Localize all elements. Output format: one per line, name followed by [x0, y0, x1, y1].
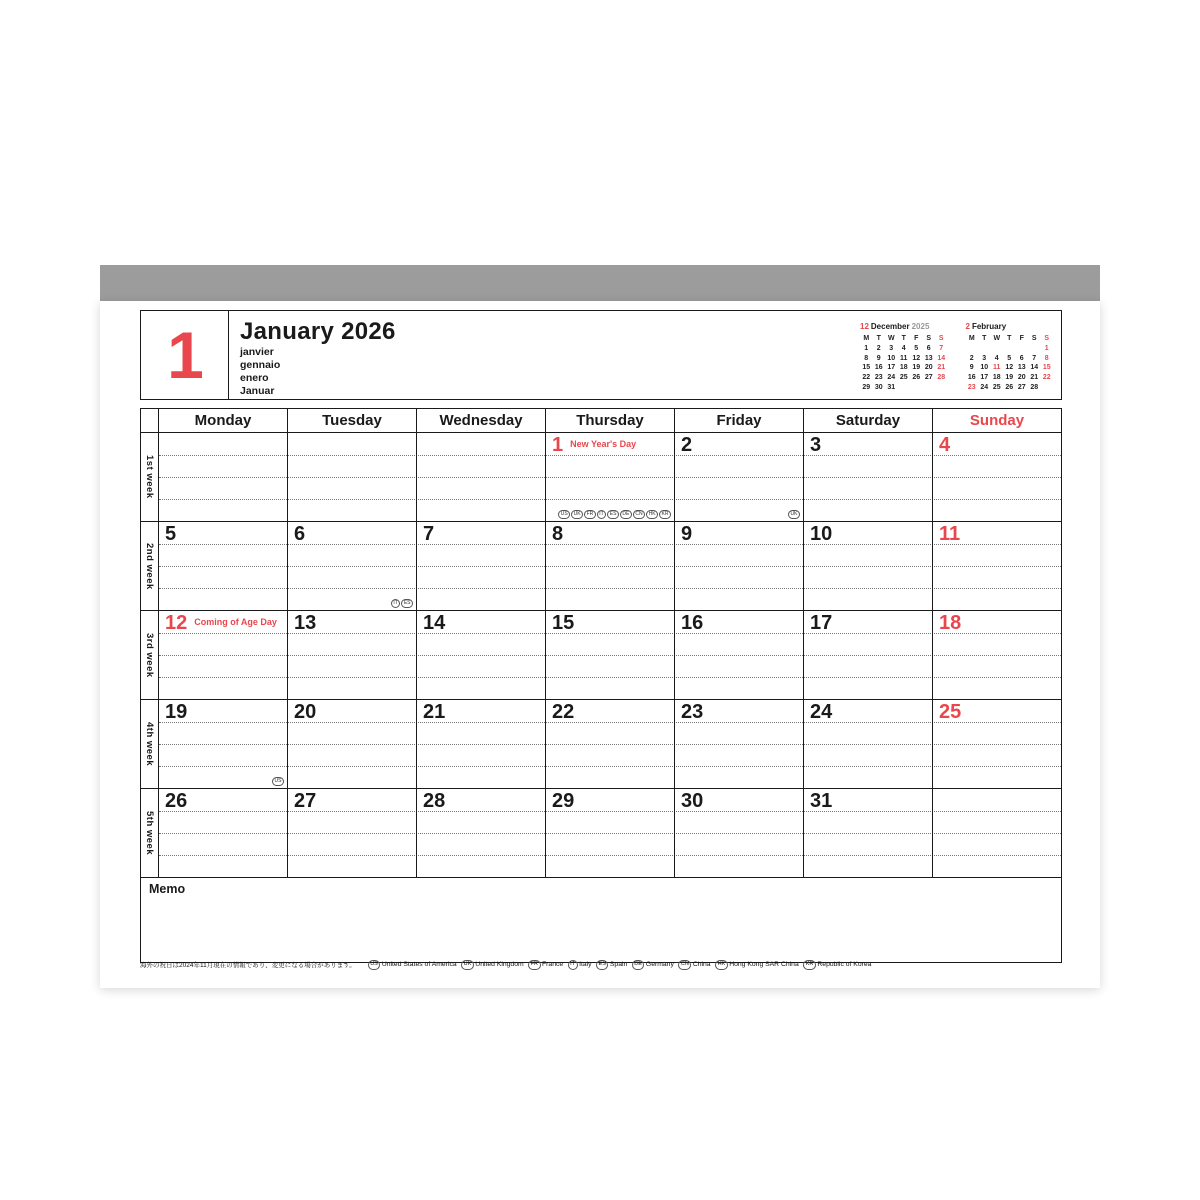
mini-cal-month-name: December — [870, 322, 910, 331]
month-title: January 2026 — [240, 318, 396, 345]
mini-cal-date: 4 — [901, 344, 906, 352]
mini-cal-day-header: W — [887, 335, 895, 342]
legend-item — [596, 960, 627, 970]
month-header — [140, 310, 1062, 400]
mini-cal-date: 1 — [1044, 344, 1049, 352]
date-number: 24 — [810, 701, 833, 723]
legend-country-code: ES — [596, 960, 608, 970]
mini-cal-date: 24 — [887, 374, 896, 382]
day-cell — [417, 700, 546, 788]
week-label: 4th week — [141, 700, 159, 788]
mini-cal-date — [1003, 344, 1016, 354]
mini-cal-day-header: S — [926, 335, 932, 342]
mini-cal-date: 31 — [887, 383, 896, 391]
week-label: 2nd week — [141, 522, 159, 610]
day-cell-header — [417, 433, 545, 434]
week-label: 3rd week — [141, 611, 159, 699]
day-cell-header — [933, 433, 1061, 456]
footer-note: 海外の祝日は2024年11月現在の情報であり、変更になる場合があります。 — [140, 962, 356, 970]
legend-country-name: France — [542, 961, 564, 969]
legend-item — [568, 960, 592, 970]
mini-cal-date: 23 — [874, 374, 883, 382]
day-cell — [288, 433, 417, 521]
legend-country-name: Spain — [609, 961, 628, 969]
mini-cal-date — [935, 383, 948, 393]
day-cell-header — [675, 700, 803, 723]
day-cell — [546, 789, 675, 877]
day-cell-header — [675, 433, 803, 456]
day-cell — [675, 700, 804, 788]
day-cell — [288, 789, 417, 877]
mini-cal-date: 12 — [1005, 364, 1014, 372]
mini-cal-date: 22 — [862, 374, 871, 382]
mini-cal-date: 7 — [939, 344, 944, 352]
memo-label: Memo — [149, 882, 186, 896]
month-translation-it: gennaio — [240, 359, 281, 371]
mini-cal-date: 15 — [1042, 364, 1051, 372]
day-cell-header — [546, 522, 674, 545]
day-cell-header — [933, 611, 1061, 634]
day-cell-header — [159, 433, 287, 434]
day-cell-header — [159, 789, 287, 812]
day-cell — [933, 433, 1061, 521]
day-cell-header — [804, 433, 932, 456]
mini-cal-date: 6 — [1019, 354, 1024, 362]
day-cell-header — [546, 789, 674, 812]
date-number: 25 — [939, 701, 962, 723]
mini-cal-day-header: M — [863, 335, 870, 342]
date-number: 20 — [294, 701, 317, 723]
country-badge-de: DE — [620, 510, 632, 519]
mini-cal-date: 16 — [874, 364, 883, 372]
date-number: 2 — [681, 434, 693, 456]
mini-cal-date: 5 — [914, 344, 919, 352]
day-cell — [933, 611, 1061, 699]
mini-cal-date: 22 — [1042, 374, 1051, 382]
mini-cal-title — [860, 322, 948, 334]
week-row — [141, 789, 1061, 878]
date-number: 31 — [810, 790, 833, 812]
legend-country-code: KR — [803, 960, 816, 970]
holiday-label: New Year's Day — [570, 439, 637, 449]
month-translation-es: enero — [240, 372, 269, 384]
holiday-legend — [368, 960, 876, 970]
date-number: 11 — [939, 523, 961, 545]
day-cell-header — [288, 611, 416, 634]
mini-cal-day-header: T — [982, 335, 987, 342]
country-badge-us: US — [272, 777, 284, 786]
legend-country-code: CN — [678, 960, 691, 970]
mini-cal-date: 5 — [1007, 354, 1012, 362]
day-cell-header — [675, 522, 803, 545]
day-cell-header — [288, 522, 416, 545]
day-cell — [804, 789, 933, 877]
mini-cal-date: 10 — [980, 364, 989, 372]
mini-cal-date: 13 — [924, 354, 933, 362]
mini-cal-date — [898, 383, 911, 393]
date-number: 7 — [423, 523, 435, 545]
date-number: 3 — [810, 434, 822, 456]
date-number: 6 — [294, 523, 306, 545]
mini-cal-date: 11 — [900, 354, 908, 362]
legend-country-name: United Kingdom — [475, 961, 524, 969]
mini-cal-date: 27 — [1017, 383, 1026, 391]
day-cell-header — [417, 789, 545, 812]
date-number: 14 — [423, 612, 446, 634]
holiday-label: Coming of Age Day — [194, 617, 277, 627]
memo-section — [141, 878, 1061, 962]
day-header-friday: Friday — [675, 409, 804, 432]
mini-cal-date: 14 — [1030, 364, 1039, 372]
legend-country-code: US — [368, 960, 381, 970]
week-row — [141, 700, 1061, 789]
mini-cal-date — [923, 383, 936, 393]
day-cell-header — [933, 522, 1061, 545]
day-cell-header — [288, 433, 416, 434]
country-badge-fr: FR — [584, 510, 596, 519]
country-badge-it: IT — [391, 599, 400, 608]
mini-cal-date: 6 — [926, 344, 931, 352]
day-cell-header — [804, 611, 932, 634]
mini-cal-grid — [860, 334, 948, 393]
date-number: 9 — [681, 523, 693, 545]
day-cell — [159, 789, 288, 877]
day-cell — [804, 433, 933, 521]
mini-cal-date: 26 — [1005, 383, 1014, 391]
day-cell — [546, 700, 675, 788]
mini-cal-date: 25 — [899, 374, 908, 382]
legend-country-code: HK — [715, 960, 728, 970]
legend-item — [368, 960, 457, 970]
day-cell — [417, 611, 546, 699]
legend-country-name: Italy — [579, 961, 592, 969]
day-cell — [417, 789, 546, 877]
mini-cal-date: 30 — [874, 383, 883, 391]
date-number: 16 — [681, 612, 704, 634]
day-cell — [675, 433, 804, 521]
legend-country-name: United States of America — [381, 961, 457, 969]
mini-cal-date: 21 — [937, 364, 946, 372]
legend-item — [632, 960, 674, 970]
day-cell-header — [804, 700, 932, 723]
footer — [140, 960, 1062, 970]
mini-cal-date — [991, 344, 1004, 354]
day-cell — [159, 433, 288, 521]
day-cell-header — [417, 522, 545, 545]
date-number: 22 — [552, 701, 575, 723]
month-title-block — [229, 311, 396, 399]
day-cell — [417, 522, 546, 610]
day-cell-header — [288, 700, 416, 723]
week-row — [141, 433, 1061, 522]
mini-cal-date: 27 — [924, 374, 933, 382]
mini-cal-day-header: S — [1044, 335, 1050, 342]
day-cell — [933, 700, 1061, 788]
mini-cal-date: 26 — [912, 374, 921, 382]
day-cell-header — [675, 611, 803, 634]
mini-cal-date: 7 — [1032, 354, 1037, 362]
legend-country-name: Hong Kong SAR China — [729, 961, 799, 969]
date-number: 21 — [423, 701, 446, 723]
legend-country-code: UK — [461, 960, 474, 970]
legend-item — [803, 960, 871, 970]
week-label: 5th week — [141, 789, 159, 877]
date-number: 1 — [552, 434, 564, 456]
day-cell-header — [159, 611, 287, 634]
mini-calendar-february — [966, 322, 1054, 393]
day-cell — [933, 789, 1061, 877]
mini-cal-month-name: February — [971, 322, 1007, 331]
mini-cal-date: 20 — [1017, 374, 1026, 382]
day-cell — [933, 522, 1061, 610]
mini-cal-date — [966, 344, 979, 354]
mini-cal-date: 29 — [862, 383, 871, 391]
mini-cal-day-header: W — [993, 335, 1001, 342]
legend-item — [461, 960, 524, 970]
calendar-grid — [140, 408, 1062, 963]
day-cell-header — [933, 700, 1061, 723]
week-label: 1st week — [141, 433, 159, 521]
day-cell — [675, 522, 804, 610]
day-cell-header — [417, 700, 545, 723]
day-cell — [546, 611, 675, 699]
day-cell-header — [804, 522, 932, 545]
mini-cal-date: 10 — [887, 354, 896, 362]
mini-cal-date: 28 — [1030, 383, 1039, 391]
date-number: 29 — [552, 790, 575, 812]
mini-cal-date: 20 — [924, 364, 933, 372]
mini-cal-date: 3 — [889, 344, 894, 352]
mini-cal-date: 14 — [937, 354, 946, 362]
country-badge-kr: KR — [659, 510, 671, 519]
date-number: 30 — [681, 790, 704, 812]
mini-cal-date: 17 — [980, 374, 989, 382]
date-number: 8 — [552, 523, 564, 545]
day-cell — [804, 700, 933, 788]
holiday-country-badges — [391, 599, 413, 608]
mini-cal-date: 19 — [1005, 374, 1014, 382]
mini-cal-day-header: F — [914, 335, 919, 342]
mini-cal-date: 9 — [876, 354, 881, 362]
day-cell — [675, 789, 804, 877]
mini-calendars — [860, 322, 1053, 393]
country-badge-us: US — [558, 510, 570, 519]
day-cell — [546, 522, 675, 610]
day-header-tuesday: Tuesday — [288, 409, 417, 432]
legend-country-name: Republic of Korea — [817, 961, 872, 969]
month-translation-fr: janvier — [240, 346, 274, 358]
day-cell — [159, 522, 288, 610]
date-number: 5 — [165, 523, 177, 545]
day-cell — [417, 433, 546, 521]
mini-cal-date — [1016, 344, 1029, 354]
day-cell — [804, 611, 933, 699]
day-cell-header — [159, 522, 287, 545]
mini-cal-date — [1028, 344, 1041, 354]
mini-cal-date: 9 — [969, 364, 974, 372]
legend-country-name: Germany — [645, 961, 674, 969]
date-number: 10 — [810, 523, 833, 545]
mini-cal-grid — [966, 334, 1054, 393]
date-number: 18 — [939, 612, 962, 634]
calendar-binder-strip — [100, 265, 1100, 301]
mini-cal-date: 11 — [993, 364, 1001, 372]
date-number: 12 — [165, 612, 188, 634]
mini-cal-date: 1 — [864, 344, 869, 352]
mini-cal-date: 2 — [876, 344, 881, 352]
mini-cal-date: 21 — [1030, 374, 1039, 382]
day-cell — [288, 700, 417, 788]
mini-cal-date — [910, 383, 923, 393]
day-header-monday: Monday — [159, 409, 288, 432]
date-number: 28 — [423, 790, 446, 812]
legend-item — [528, 960, 563, 970]
week-row — [141, 522, 1061, 611]
date-number: 19 — [165, 701, 188, 723]
day-cell-header — [159, 700, 287, 723]
day-cell-header — [804, 789, 932, 812]
day-header-wednesday: Wednesday — [417, 409, 546, 432]
mini-cal-title — [966, 322, 1054, 334]
month-number: 1 — [167, 318, 202, 392]
month-number-cell — [141, 311, 229, 399]
legend-country-code: DE — [632, 960, 645, 970]
day-cell — [804, 522, 933, 610]
date-number: 15 — [552, 612, 575, 634]
mini-cal-day-header: M — [968, 335, 975, 342]
day-cell-header — [675, 789, 803, 812]
mini-cal-year: 2025 — [911, 322, 930, 331]
day-cell-header — [546, 700, 674, 723]
week-row — [141, 611, 1061, 700]
mini-cal-date — [1041, 383, 1054, 393]
mini-cal-month-number: 12 — [860, 322, 869, 331]
mini-cal-date: 23 — [967, 383, 976, 391]
mini-cal-date: 28 — [937, 374, 946, 382]
holiday-country-badges — [558, 510, 671, 519]
day-cell-header — [288, 789, 416, 812]
legend-item — [678, 960, 710, 970]
mini-cal-day-header: T — [1007, 335, 1012, 342]
mini-cal-date: 12 — [912, 354, 921, 362]
day-cell-header — [546, 611, 674, 634]
day-cell — [159, 700, 288, 788]
legend-country-code: FR — [528, 960, 540, 970]
mini-cal-day-header: S — [1031, 335, 1037, 342]
date-number: 4 — [939, 434, 951, 456]
mini-cal-day-header: T — [876, 335, 881, 342]
day-cell-header — [417, 611, 545, 634]
mini-calendar-december — [860, 322, 948, 393]
country-badge-it: IT — [597, 510, 606, 519]
country-badge-cn: CN — [633, 510, 645, 519]
week-label-column-spacer — [141, 409, 159, 432]
mini-cal-date — [978, 344, 991, 354]
mini-cal-day-header: F — [1019, 335, 1024, 342]
day-cell-header — [546, 433, 674, 456]
mini-cal-month-number: 2 — [965, 322, 970, 331]
day-cell — [546, 433, 675, 521]
legend-country-code: IT — [568, 960, 578, 970]
date-number: 13 — [294, 612, 317, 634]
holiday-country-badges — [788, 510, 800, 519]
date-number: 26 — [165, 790, 188, 812]
mini-cal-date: 18 — [899, 364, 908, 372]
mini-cal-date: 13 — [1017, 364, 1026, 372]
day-cell — [675, 611, 804, 699]
mini-cal-date: 8 — [864, 354, 869, 362]
day-header-row — [141, 409, 1061, 433]
country-badge-uk: UK — [788, 510, 800, 519]
day-cell — [288, 522, 417, 610]
country-badge-hk: HK — [646, 510, 658, 519]
legend-country-name: China — [692, 961, 711, 969]
mini-cal-date: 25 — [992, 383, 1001, 391]
date-number: 17 — [810, 612, 833, 634]
week-rows — [141, 433, 1061, 878]
mini-cal-day-header: S — [938, 335, 944, 342]
mini-cal-date: 18 — [992, 374, 1001, 382]
mini-cal-date: 8 — [1044, 354, 1049, 362]
country-badge-uk: UK — [571, 510, 583, 519]
day-cell — [159, 611, 288, 699]
day-cell — [288, 611, 417, 699]
mini-cal-date: 2 — [969, 354, 974, 362]
day-header-sunday: Sunday — [969, 412, 1025, 429]
date-number: 23 — [681, 701, 704, 723]
day-header-thursday: Thursday — [546, 409, 675, 432]
mini-cal-day-header: T — [901, 335, 906, 342]
day-cell-header — [933, 789, 1061, 790]
country-badge-es: ES — [401, 599, 413, 608]
mini-cal-date: 17 — [887, 364, 896, 372]
month-translation-de: Januar — [240, 385, 275, 397]
calendar-sheet — [100, 301, 1100, 988]
mini-cal-date: 16 — [967, 374, 976, 382]
country-badge-es: ES — [607, 510, 619, 519]
legend-item — [715, 960, 799, 970]
mini-cal-date: 4 — [994, 354, 999, 362]
mini-cal-date: 24 — [980, 383, 989, 391]
mini-cal-date: 15 — [862, 364, 871, 372]
holiday-country-badges — [272, 777, 284, 786]
mini-cal-date: 3 — [982, 354, 987, 362]
mini-cal-date: 19 — [912, 364, 921, 372]
date-number: 27 — [294, 790, 317, 812]
day-header-saturday: Saturday — [804, 409, 933, 432]
